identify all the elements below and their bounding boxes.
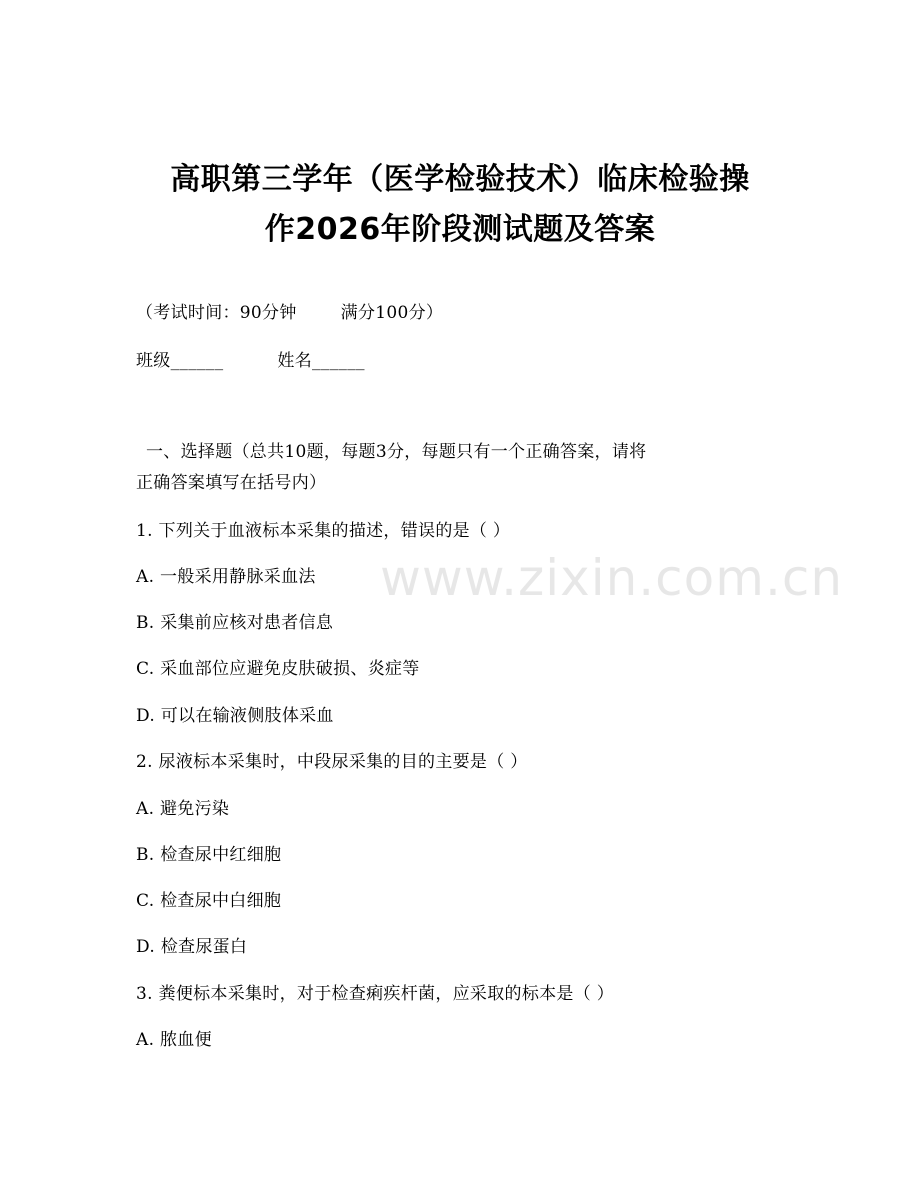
watermark-text: www.zixin.com.cn	[380, 549, 844, 607]
document-title-line-1: 高职第三学年（医学检验技术）临床检验操	[170, 162, 750, 197]
question-stem: 1. 下列关于血液标本采集的描述，错误的是（ ）	[136, 521, 511, 541]
question-option: D. 检查尿蛋白	[136, 937, 248, 957]
question-option: A. 一般采用静脉采血法	[136, 567, 316, 587]
exam-info	[136, 301, 443, 325]
question-option: A. 避免污染	[136, 799, 230, 819]
question-stem: 3. 粪便标本采集时，对于检查痢疾杆菌，应采取的标本是（ ）	[136, 984, 615, 1004]
question-option: C. 检查尿中白细胞	[136, 891, 282, 911]
class-field: 班级______	[136, 351, 224, 371]
question-option: A. 脓血便	[136, 1030, 212, 1050]
question-option: C. 采血部位应避免皮肤破损、炎症等	[136, 659, 420, 679]
question-stem: 2. 尿液标本采集时，中段尿采集的目的主要是（ ）	[136, 752, 528, 772]
section-header-line-2: 正确答案填写在括号内）	[136, 473, 327, 493]
question-option: B. 检查尿中红细胞	[136, 845, 282, 865]
question-option: B. 采集前应核对患者信息	[136, 613, 334, 633]
name-field: 姓名______	[277, 351, 365, 371]
document-title-line-2: 作2026年阶段测试题及答案	[264, 212, 656, 247]
student-info	[136, 349, 365, 373]
question-option: D. 可以在输液侧肢体采血	[136, 706, 334, 726]
section-header-line-1: 一、选择题（总共10题，每题3分，每题只有一个正确答案，请将	[146, 442, 647, 462]
full-score: 满分100分）	[340, 303, 444, 323]
exam-time: （考试时间：90分钟	[136, 303, 297, 323]
